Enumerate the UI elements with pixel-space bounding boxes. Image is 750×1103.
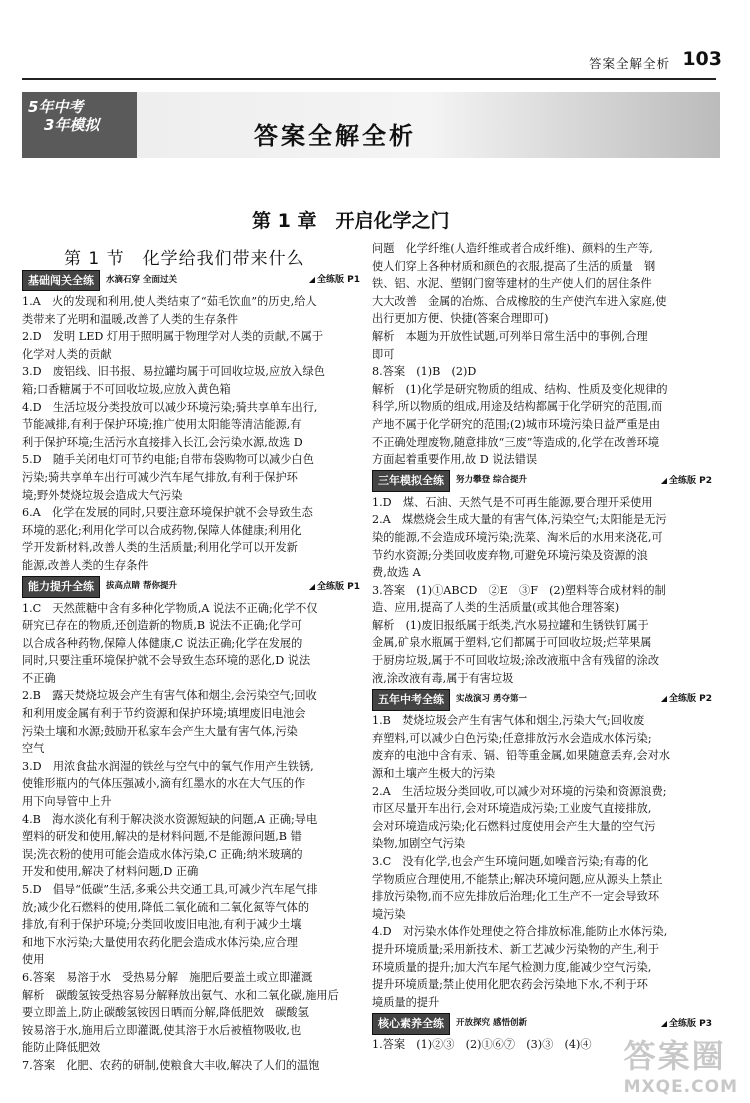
text-line: 节约水资源;分类回收废弃物,可避免环境污染及资源的浪: [372, 548, 648, 562]
text-line: 5.D 随手关闭电灯可节约电能;自带布袋购物可以减少白色: [22, 453, 314, 467]
section-box-slogan: 拔高点睛 帮你提升: [106, 581, 177, 592]
text-line: 同时,只要注重环境保护就不会导致生态环境的恶化,D 说法: [22, 654, 311, 668]
section-box-ref-text: 全练版 P1: [317, 275, 360, 286]
text-line: 放;减少化石燃料的使用,降低二氧化硫和二氧化氮等气体的: [22, 900, 310, 914]
text-line: 使用: [22, 953, 45, 967]
section-box: [22, 578, 360, 597]
section-box: [22, 271, 360, 290]
section-box-ref: [309, 578, 360, 597]
text-line: 2.A 生活垃圾分类回收,可以减少对环境的污染和资源浪费;: [372, 784, 667, 798]
text-line: 金属,矿泉水瓶属于塑料,它们都属于可回收垃圾;烂苹果属: [372, 636, 652, 650]
text-line: 排放,有利于保护环境;分类回收废旧电池,有利于减少土壤: [22, 918, 302, 932]
text-line: 解析 碳酸氢铵受热容易分解释放出氨气、水和二氧化碳,施用后: [22, 988, 339, 1002]
text-line: 利于保护环境;生活污水直接排入长江,会污染水源,故选 D: [22, 435, 303, 449]
text-line: 解析 (1)废旧报纸属于纸类,汽水易拉罐和生锈铁钉属于: [372, 618, 649, 632]
text-line: 3.D 废铝线、旧书报、易拉罐均属于可回收垃圾,应放入绿色: [22, 365, 325, 379]
text-line: 境污染: [372, 907, 406, 921]
section-box-ref: [661, 472, 712, 491]
text-line: 以合成各种药物,保障人体健康,C 说法正确;化学在发展的: [22, 636, 303, 650]
text-line: 2.D 发明 LED 灯用于照明属于物理学对人类的贡献,不属于: [22, 330, 324, 344]
section-title: 第 1 节 化学给我们带来什么: [64, 249, 305, 269]
watermark-line-1: 答案圈: [623, 1037, 726, 1075]
section-box-ref: [661, 690, 712, 709]
text-line: 4.B 海水淡化有利于解决淡水资源短缺的问题,A 正确;导电: [22, 812, 318, 826]
text-line: 液,涂改液有毒,属于有害垃圾: [372, 671, 514, 685]
text-line: 于厨房垃圾,属于不可回收垃圾;涂改液瓶中含有残留的涂改: [372, 654, 660, 668]
section-box-name: 三年模拟全练: [372, 470, 450, 492]
brand-logo: [28, 98, 128, 148]
text-line: 3.答案 (1)①ABCD ②E ③F (2)塑料等合成材料的制: [372, 583, 666, 597]
section-box: [372, 690, 712, 709]
text-line: 学物质应合理使用,不能禁止;解决环境问题,应从源头上禁止: [372, 872, 663, 886]
text-line: 类带来了光明和温暖,改善了人类的生存条件: [22, 312, 239, 326]
section-box-name: 五年中考全练: [372, 689, 450, 711]
text-line: 费,故选 A: [372, 566, 421, 580]
text-line: 染的能源,不会造成环境污染;洗菜、淘米后的水用来浇花,可: [372, 530, 663, 544]
text-line: 6.答案 易溶于水 受热易分解 施肥后要盖土或立即灌溉: [22, 970, 313, 984]
text-line: 排放污染物,而不应先排放后治理;化工生产不一定会导致环: [372, 890, 660, 904]
text-line: 塑料的研发和使用,解决的是材料问题,不是能源问题,B 错: [22, 830, 302, 844]
banner-gradient: [137, 92, 720, 158]
header-rule: [22, 78, 716, 80]
text-line: 科学,所以物质的组成,用途及结构都属于化学研究的范围,而: [372, 400, 663, 414]
section-box-slogan: 努力攀登 综合提升: [456, 475, 527, 486]
text-line: 境;野外焚烧垃圾会造成大气污染: [22, 488, 183, 502]
text-line: 产地不属于化学研究的范围;(2)城市环境污染日益严重是由: [372, 417, 661, 431]
text-line: 3.D 用浓食盐水润湿的铁丝与空气中的氧气作用产生铁锈,: [22, 759, 314, 773]
text-line: 废弃的电池中含有汞、镉、铅等重金属,如果随意丢弃,会对水: [372, 749, 670, 763]
text-line: 节能减排,有利于保护环境;推广使用太阳能等清洁能源,有: [22, 418, 302, 432]
text-line: 用下向导管中上升: [22, 795, 112, 809]
logo-line-2: 3年模拟: [44, 116, 100, 134]
text-line: 和地下水污染;大量使用农药化肥会造成水体污染,应合理: [22, 935, 298, 949]
text-line: 会对环境造成污染;化石燃料过度使用会产生大量的空气污: [372, 819, 656, 833]
text-line: 1.B 焚烧垃圾会产生有害气体和烟尘,污染大气;回收废: [372, 714, 645, 728]
text-line: 和利用废金属有利于节约资源和保护环境;填埋废旧电池会: [22, 707, 306, 721]
text-line: 8.答案 (1)B (2)D: [372, 365, 477, 379]
triangle-icon: ◢: [308, 275, 315, 285]
section-box-slogan: 开放探究 感悟创新: [456, 1018, 527, 1029]
right-column: [372, 240, 712, 1054]
text-line: 开发和使用,解决了材料问题,D 正确: [22, 865, 199, 879]
section-box-slogan: 实战演习 勇夺第一: [456, 693, 527, 704]
section-box-ref: [309, 271, 360, 290]
text-line: 能源,改善人类的生存条件: [22, 558, 149, 572]
section-box-name: 基础闯关全练: [22, 270, 100, 292]
text-line: 铵易溶于水,施用后立即灌溉,使其溶于水后被植物吸收,也: [22, 1023, 302, 1037]
logo-line-1: 5年中考: [28, 98, 84, 116]
text-line: 市区尽量开车出行,会对环境造成污染;工业废气直接排放,: [372, 802, 652, 816]
text-line: 不正确处理废物,随意排放“三废”等造成的,化学在改善环境: [372, 435, 660, 449]
text-line: 1.D 煤、石油、天然气是不可再生能源,要合理开采使用: [372, 495, 653, 509]
section-box-slogan: 水滴石穿 全面过关: [106, 274, 177, 285]
text-line: 学开发新材料,改善人类的生活质量;利用化学可以开发新: [22, 541, 298, 555]
banner-title: 答案全解全析: [254, 122, 416, 150]
triangle-icon: ◢: [660, 475, 667, 485]
text-line: 方面起着重要作用,故 D 说法错误: [372, 453, 538, 467]
text-line: 空气: [22, 742, 45, 756]
section-box-ref-text: 全练版 P2: [669, 475, 712, 486]
text-line: 误;洗衣粉的使用可能会造成水体污染,C 正确;纳米玻璃的: [22, 847, 303, 861]
text-line: 1.A 火的发现和利用,使人类结束了“茹毛饮血”的历史,给人: [22, 295, 317, 308]
text-line: 境质量的提升: [372, 995, 440, 1009]
text-line: 使锥形瓶内的气体压强减小,滴有红墨水的水在大气压的作: [22, 777, 306, 791]
text-line: 染物,加剧空气污染: [372, 837, 466, 851]
text-line: 要立即盖上,防止碳酸氢铵因日晒而分解,降低肥效 碳酸氢: [22, 1006, 309, 1020]
text-line: 环境的恶化;利用化学可以合成药物,保障人体健康;利用化: [22, 523, 302, 537]
text-line: 即可: [372, 347, 395, 361]
text-line: 1.C 天然蔗糖中含有多种化学物质,A 说法不正确;化学不仅: [22, 601, 318, 615]
triangle-icon: ◢: [660, 1018, 667, 1028]
watermark-line-2: MXQE.COM: [623, 1077, 738, 1097]
text-line: 不正确: [22, 671, 56, 685]
text-line: 箱;口香糖属于不可回收垃圾,应放入黄色箱: [22, 382, 231, 396]
text-line: 2.A 煤燃烧会生成大量的有害气体,污染空气;太阳能是无污: [372, 513, 667, 527]
section-box-name: 能力提升全练: [22, 576, 100, 598]
section-box: [372, 472, 712, 491]
text-line: 解析 本题为开放性试题,可列举日常生活中的事例,合理: [372, 329, 648, 343]
text-line: 4.D 生活垃圾分类投放可以减少环境污染;骑共享单车出行,: [22, 400, 318, 414]
watermark: [624, 1031, 738, 1097]
section-box-ref-text: 全练版 P1: [317, 581, 360, 592]
text-line: 7.答案 化肥、农药的研制,使粮食大丰收,解决了人们的温饱: [22, 1058, 320, 1072]
text-line: 提升环境质量;禁止使用化肥农药会污染地下水,不利于环: [372, 978, 648, 992]
text-line: 污染;骑共享单车出行可减少汽车尾气排放,有利于保护环: [22, 470, 298, 484]
text-line: 环境质量的提升;加大汽车尾气检测力度,能减少空气污染,: [372, 960, 652, 974]
text-line: 污染土壤和水源;鼓励开私家车会产生大量有害气体,污染: [22, 724, 298, 738]
text-line: 出行更加方便、快捷(答案合理即可): [372, 312, 549, 326]
text-line: 1.答案 (1)②③ (2)①⑥⑦ (3)③ (4)④: [372, 1038, 592, 1052]
text-line: 问题 化学纤维(人造纤维或者合成纤维)、颜料的生产等,: [372, 242, 653, 255]
text-line: 解析 (1)化学是研究物质的组成、结构、性质及变化规律的: [372, 382, 668, 396]
text-line: 使人们穿上各种材质和颜色的衣服,提高了生活的质量 钢: [372, 259, 656, 273]
text-line: 源和土壤产生极大的污染: [372, 767, 496, 781]
triangle-icon: ◢: [308, 581, 315, 591]
text-line: 提升环境质量;采用新技术、新工艺减少污染物的产生,利于: [372, 942, 660, 956]
text-line: 化学对人类的贡献: [22, 347, 112, 361]
text-line: 弃塑料,可以减少白色污染;任意排放污水会造成水体污染;: [372, 731, 652, 745]
header-label: 答案全解全析: [588, 56, 670, 71]
left-column: [22, 268, 360, 1075]
section-box-ref-text: 全练版 P2: [669, 694, 712, 705]
text-line: 大大改善 金属的冶炼、合成橡胶的生产使汽车进入家庭,使: [372, 294, 667, 308]
page-number: 103: [682, 48, 722, 70]
section-box-name: 核心素养全练: [372, 1013, 450, 1035]
triangle-icon: ◢: [660, 694, 667, 704]
chapter-title: 第 1 章 开启化学之门: [252, 210, 450, 232]
section-box-ref-text: 全练版 P3: [669, 1018, 712, 1029]
text-line: 能防止降低肥效: [22, 1041, 101, 1055]
text-line: 3.C 没有化学,也会产生环境问题,如噪音污染;有毒的化: [372, 855, 649, 868]
text-line: 6.A 化学在发展的同时,只要注意环境保护就不会导致生态: [22, 506, 313, 520]
text-line: 2.B 露天焚烧垃圾会产生有害气体和烟尘,会污染空气;回收: [22, 689, 317, 703]
text-line: 研究已存在的物质,还创造新的物质,B 说法不正确;化学可: [22, 619, 302, 633]
text-line: 造、应用,提高了人类的生活质量(或其他合理答案): [372, 601, 620, 615]
text-line: 5.D 倡导“低碳”生活,多乘公共交通工具,可减少汽车尾气排: [22, 883, 318, 896]
text-line: 铁、铝、水泥、塑钢门窗等建材的生产使人们的居住条件: [372, 277, 652, 291]
text-line: 4.D 对污染水体作处理使之符合排放标准,能防止水体污染,: [372, 925, 668, 939]
